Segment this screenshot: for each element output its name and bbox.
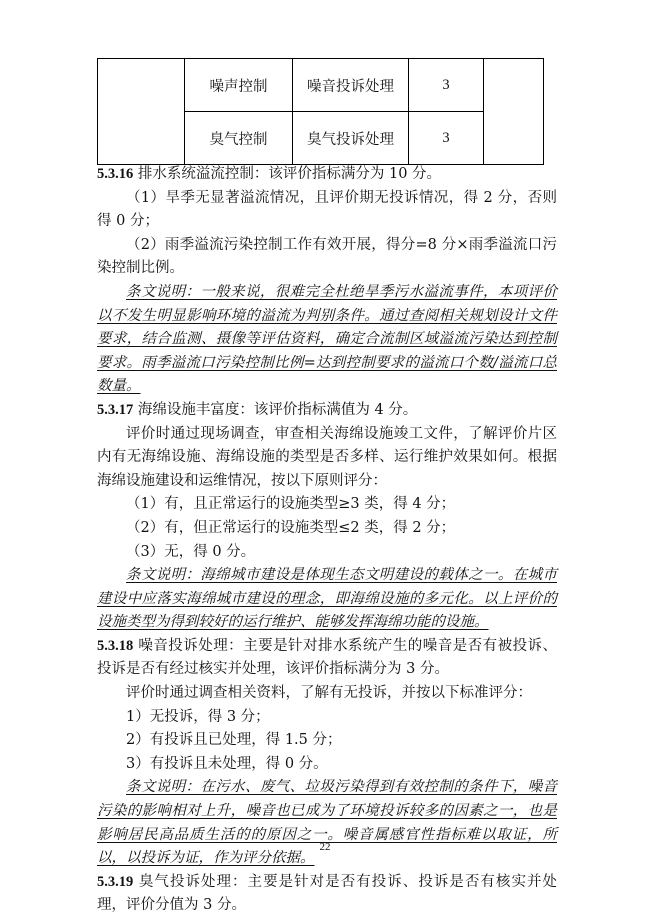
section-number: 5.3.17: [97, 401, 134, 418]
list-item: 1）无投诉，得 3 分；: [126, 708, 270, 725]
section-number: 5.3.18: [97, 637, 134, 654]
document-body: [97, 163, 557, 918]
section-5-3-17-heading: [97, 399, 557, 423]
paragraph: 评价时通过调查相关资料，了解有无投诉，并按以下标准评分：: [126, 685, 532, 702]
list-item: （2）有，但正常运行的设施类型≤2 类，得 2 分；: [126, 519, 456, 536]
section-number: 5.3.19: [97, 873, 134, 890]
section-title: 排水系统溢流控制：该评价指标满分为 10 分。: [137, 166, 442, 182]
section-number: 5.3.16: [97, 166, 134, 182]
section-title: 海绵设施丰富度：该评价指标满值为 4 分。: [137, 401, 418, 418]
paragraph: （2）雨季溢流污染控制工作有效开展，得分=8 分×雨季溢流口污染控制比例。: [97, 236, 557, 277]
list-item: （3）无，得 0 分。: [126, 543, 256, 560]
section-title: 臭气投诉处理：主要是针对是否有投诉、投诉是否有核实并处理，评价分值为 3 分。: [97, 873, 558, 914]
section-5-3-16-heading: [97, 163, 557, 187]
section-5-3-19-heading: [97, 871, 557, 918]
clause-note: 条文说明：海绵城市建设是体现生态文明建设的载体之一。在城市建设中应落实海绵城市建设的理念，即海绵设施的多元化。以上评价的设施类型为得到较好的运行维护、能够发挥海绵功能的设施。: [97, 567, 557, 631]
paragraph: （1）旱季无显著溢流情况，且评价期无投诉情况，得 2 分，否则得 0 分；: [97, 189, 557, 230]
section-title: 噪音投诉处理：主要是针对排水系统产生的噪音是否有被投诉、投诉是否有经过核实并处理，该评价指标满分为 3 分。: [97, 637, 558, 678]
table-cell-item: 噪声控制: [185, 59, 293, 112]
table-merged-cell: [98, 59, 185, 165]
section-5-3-18-heading: [97, 635, 557, 682]
table-cell-score: 3: [409, 59, 484, 112]
table-merged-cell: [484, 59, 544, 165]
table-cell-method: 臭气投诉处理: [293, 112, 409, 165]
table-row: [98, 59, 544, 112]
clause-note: 条文说明：一般来说，很难完全杜绝旱季污水溢流事件，本项评价以不发生明显影响环境的溢流为判别条件。通过查阅相关规划设计文件要求，结合监测、摄像等评估资料，确定合流制区域溢流污染达到控制要求。雨季溢流口污染控制比例=达到控制要求的溢流口个数/溢流口总数量。: [97, 283, 557, 395]
list-item: 2）有投诉且已处理，得 1.5 分；: [126, 732, 342, 749]
paragraph: 评价时通过现场调查，审查相关海绵设施竣工文件，了解评价片区内有无海绵设施、海绵设施的类型是否多样、运行维护效果如何。根据海绵设施建设和运维情况，按以下原则评分：: [97, 425, 557, 489]
scoring-table: [97, 58, 544, 165]
table-cell-item: 臭气控制: [185, 112, 293, 165]
table-cell-score: 3: [409, 112, 484, 165]
list-item: （1）有，且正常运行的设施类型≥3 类，得 4 分；: [126, 496, 456, 513]
clause-note: 条文说明：在污水、废气、垃圾污染得到有效控制的条件下，噪音污染的影响相对上升，噪音也已成为了环境投诉较多的因素之一，也是影响居民高品质生活的的原因之一。噪音属感官性指标难以取证，所以，以投诉为证，作为评分依据。: [97, 779, 557, 867]
page-number: 22: [319, 841, 331, 853]
table-cell-method: 噪音投诉处理: [293, 59, 409, 112]
list-item: 3）有投诉且未处理，得 0 分。: [126, 755, 328, 772]
